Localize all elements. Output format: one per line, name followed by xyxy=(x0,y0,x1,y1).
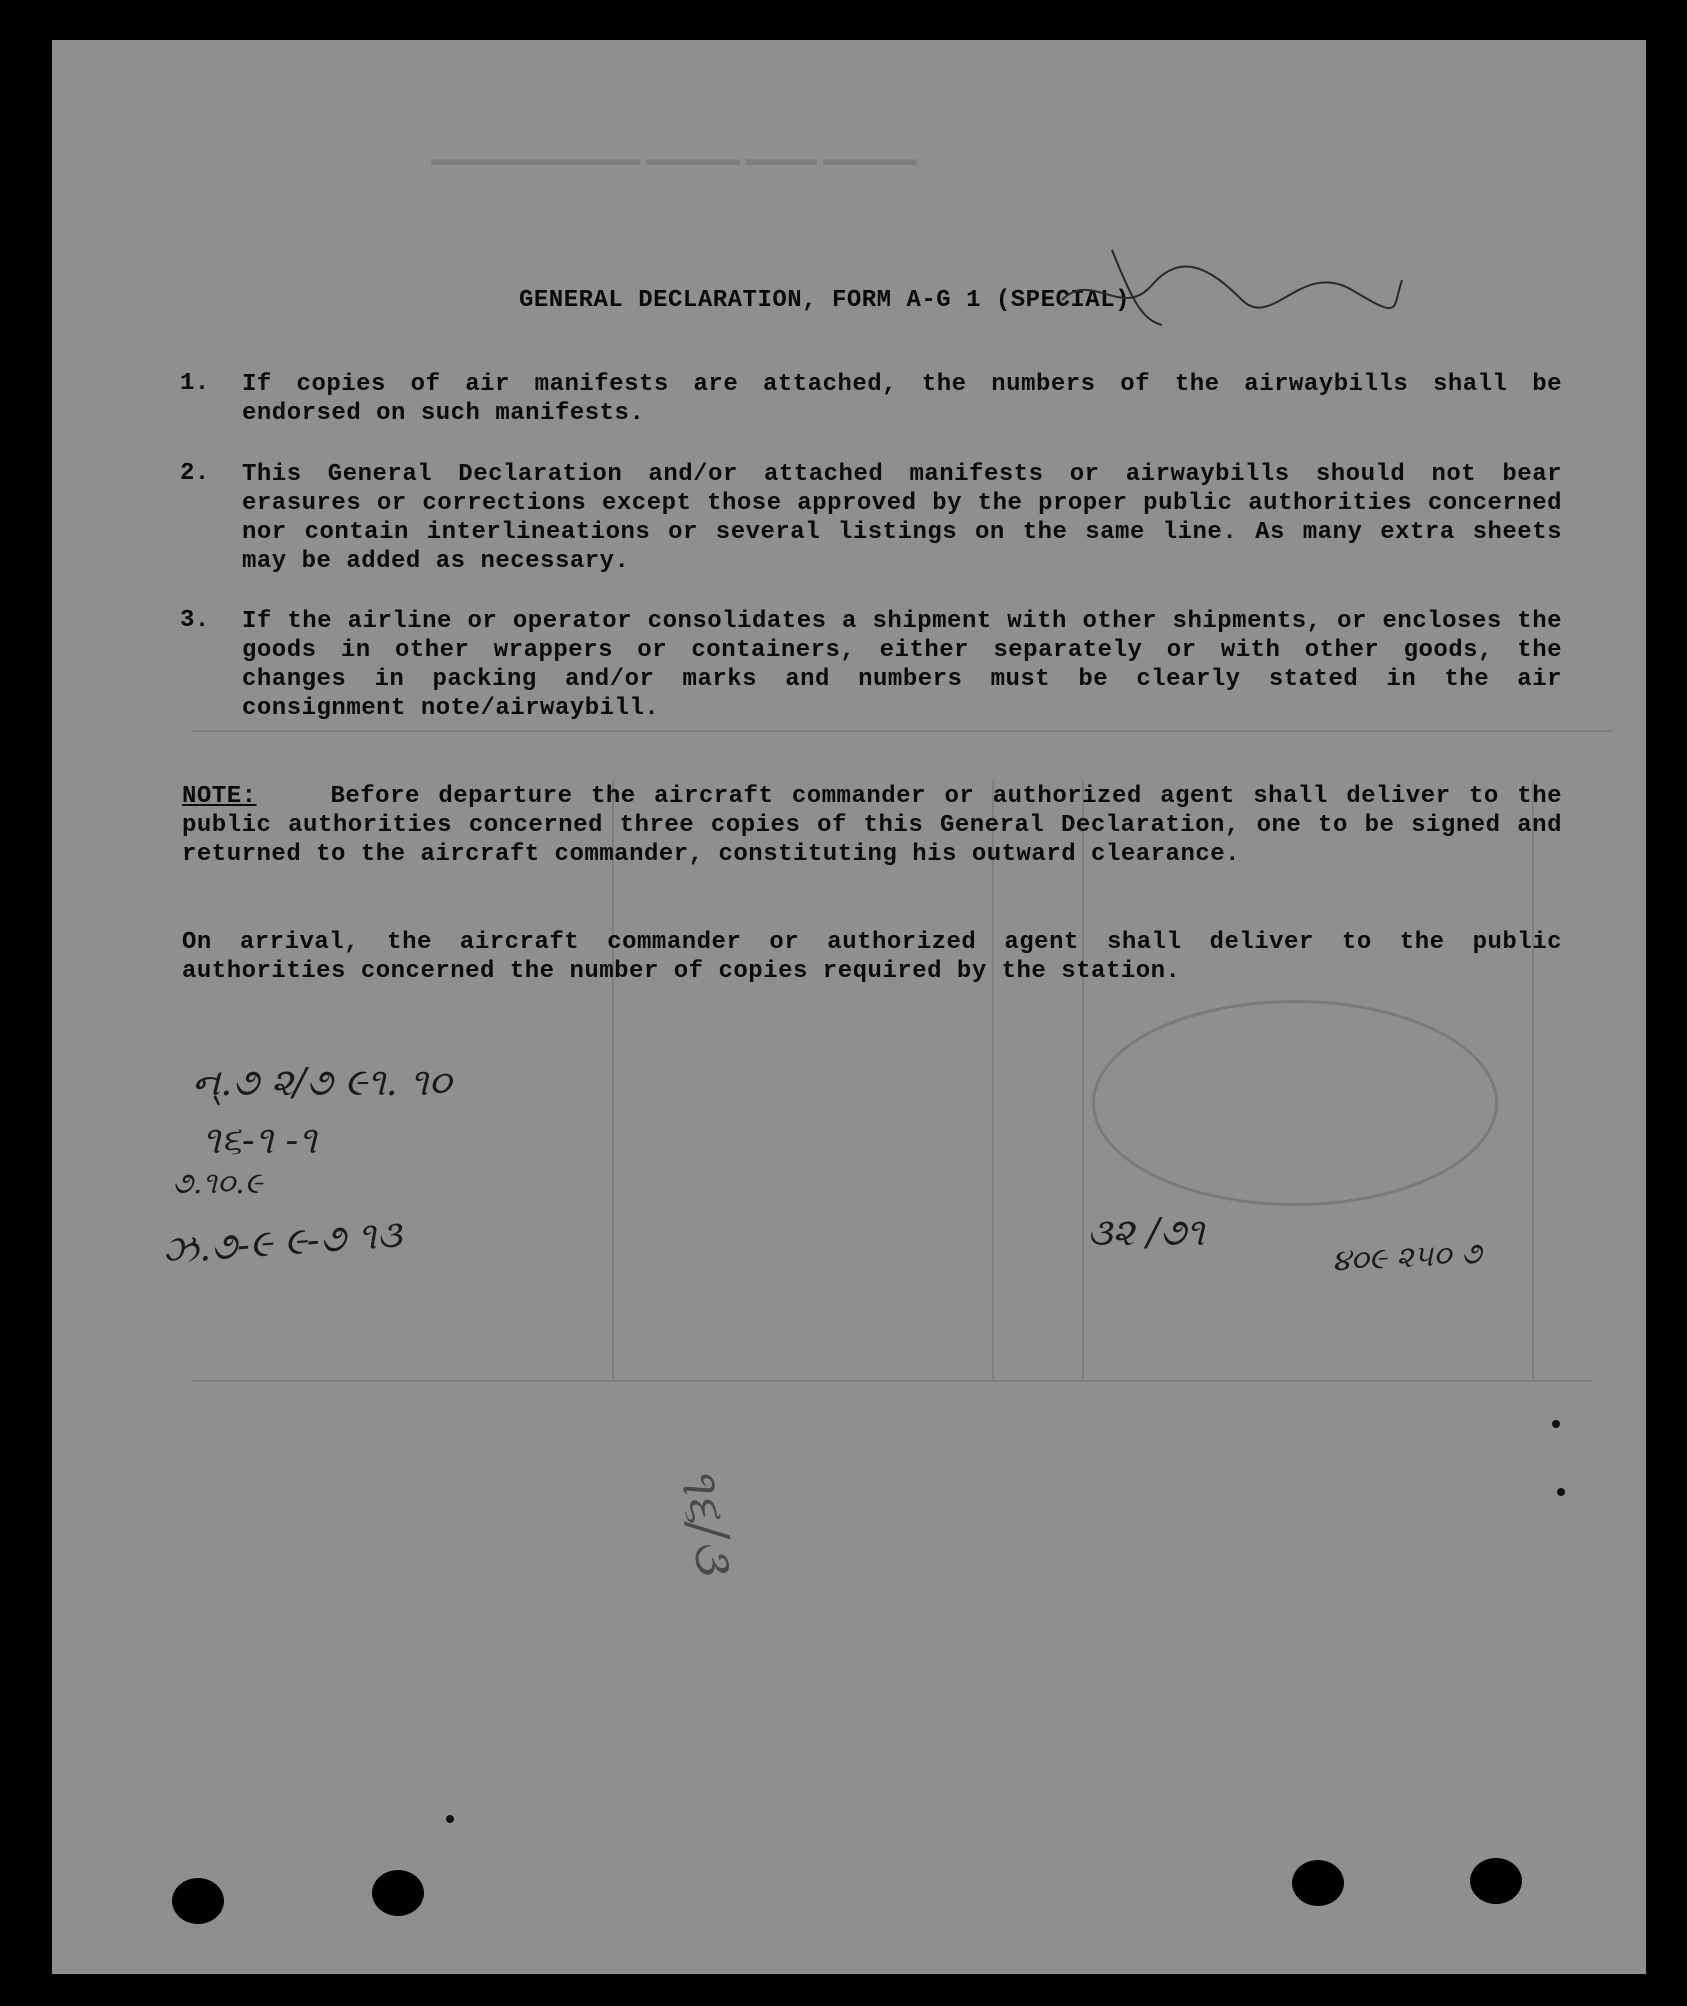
form-title: GENERAL DECLARATION, FORM A-G 1 (SPECIAL) xyxy=(519,287,1130,314)
show-through-line xyxy=(192,730,1612,732)
handwritten-note-right: ૩૨ /૭૧ xyxy=(1087,1210,1205,1254)
speck xyxy=(1552,1420,1560,1428)
punch-hole xyxy=(172,1878,224,1924)
punch-hole xyxy=(372,1870,424,1916)
speck xyxy=(1557,1488,1565,1496)
item-text: If copies of air manifests are attached, the numbers of the airwaybills shall be endorsed on such manifests. xyxy=(242,371,1562,427)
handwritten-note-1: ન્.૭ ૨/૭ ૯૧. ૧૦ xyxy=(192,1060,452,1104)
item-number: 1. xyxy=(180,370,210,397)
show-through-line xyxy=(1532,780,1534,1380)
handwritten-note-lower: ૧૬/૩ xyxy=(667,1462,745,1579)
show-through-stamp xyxy=(1092,1000,1498,1206)
speck xyxy=(446,1815,454,1823)
signature-scribble xyxy=(1052,230,1412,340)
punch-hole xyxy=(1470,1858,1522,1904)
show-through-line xyxy=(1082,780,1084,1380)
show-through-line xyxy=(612,780,614,1380)
punch-hole xyxy=(1292,1860,1344,1906)
note-label: NOTE: xyxy=(182,783,257,810)
arrival-paragraph: On arrival, the aircraft commander or authorized agent shall deliver to the public authorities concerned the number of copies required by the station. xyxy=(182,929,1562,985)
handwritten-note-2: ૧૬-૧ -૧ xyxy=(202,1118,317,1162)
show-through-text: ▁▁▁▁ ▁▁▁ ▁▁▁▁ ▁▁▁▁▁▁▁▁▁ xyxy=(432,131,916,164)
note-text: Before departure the aircraft commander or authorized agent shall deliver to the public authorities concerned three copies of this General Declaration, one to be signed and returned to the aircraft commander, constituting his outward clearance. xyxy=(182,783,1563,868)
handwritten-note-far-right: ૪૦૯ ૨૫૦ ૭ xyxy=(1331,1236,1483,1279)
note-paragraph xyxy=(182,782,1562,869)
show-through-line xyxy=(192,1380,1592,1382)
document-page xyxy=(52,40,1646,1974)
handwritten-note-4: ઝ.૭-૯ ૯-૭ ૧૩ xyxy=(160,1211,404,1273)
item-number: 3. xyxy=(180,607,210,634)
item-text: If the airline or operator consolidates a shipment with other shipments, or encloses the goods in other wrappers or containers, either separately or with other goods, the changes in packing and/or marks and numbers must be clearly stated in the air consignment note/airwaybill. xyxy=(242,608,1562,722)
show-through-line xyxy=(992,780,994,1380)
handwritten-note-3: ૭.૧૦.૯ xyxy=(172,1166,263,1201)
item-text: This General Declaration and/or attached manifests or airwaybills should not bear erasures or corrections except those approved by the proper public authorities concerned nor contain interlineations or several listings on the same line. As many extra sheets may be added as necessary. xyxy=(242,461,1562,575)
item-number: 2. xyxy=(180,460,210,487)
